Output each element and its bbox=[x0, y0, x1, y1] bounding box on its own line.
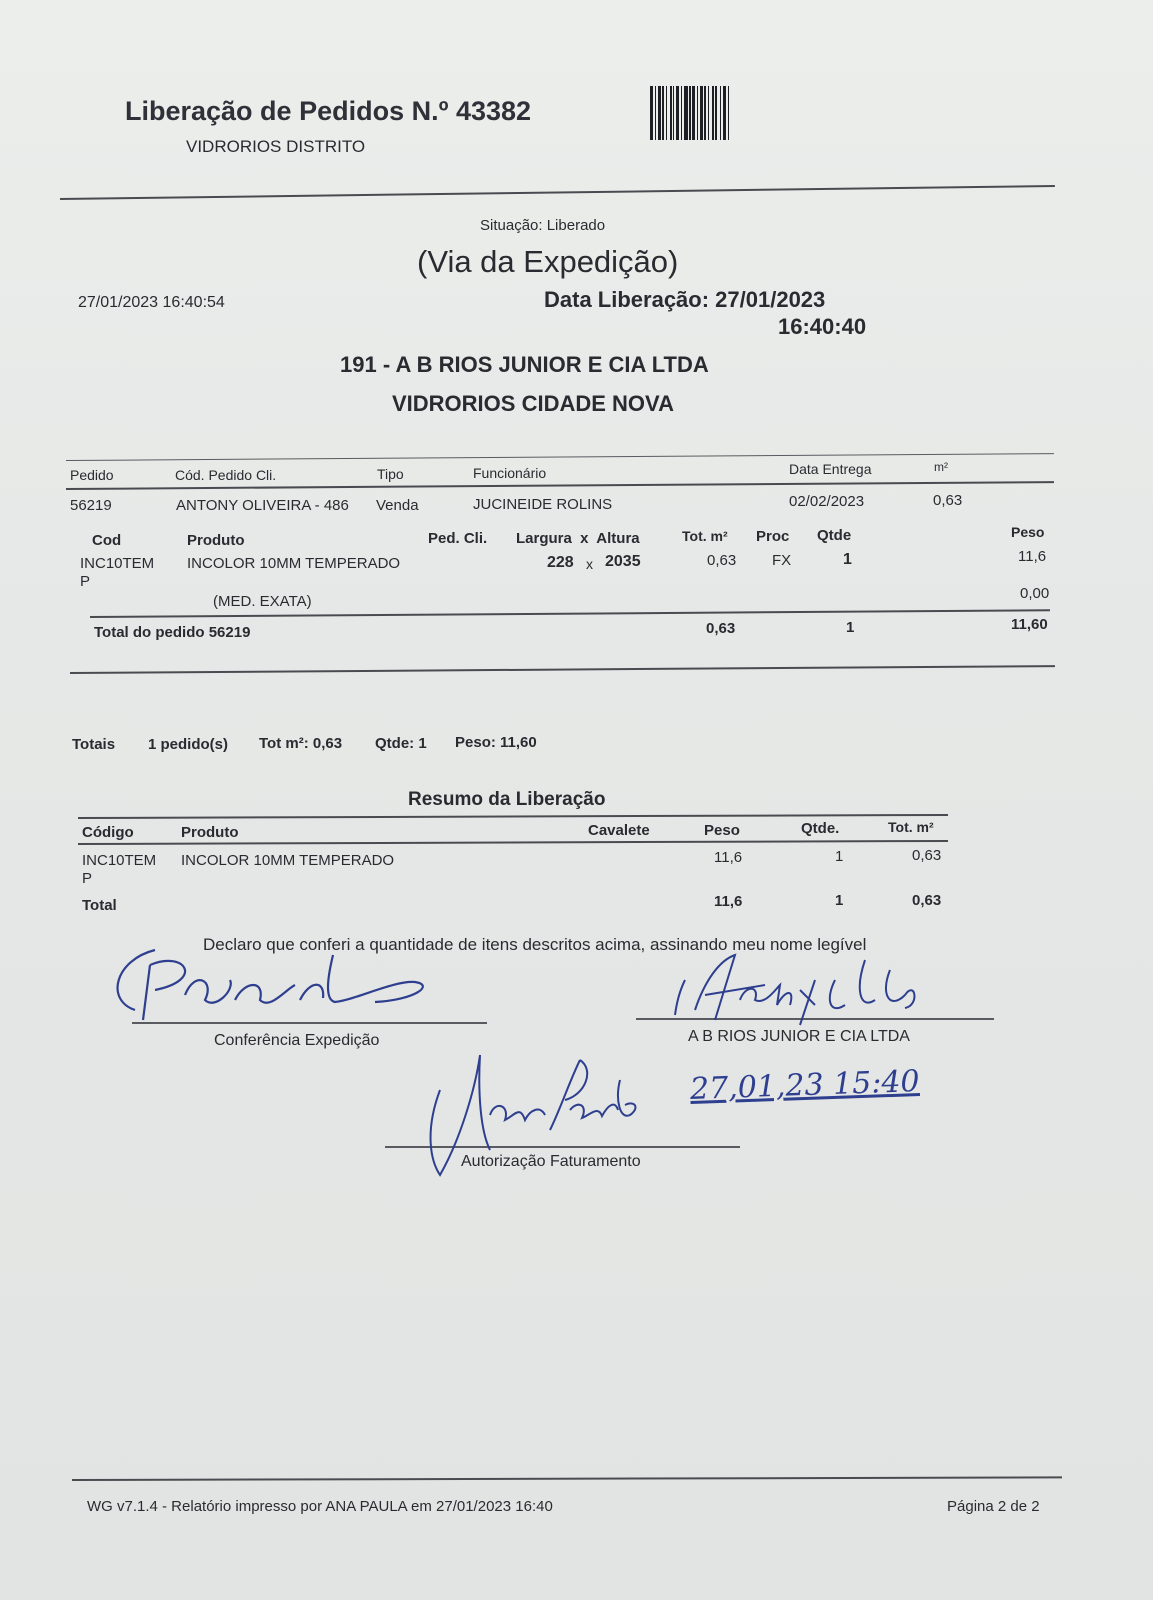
delivery-date: 02/02/2023 bbox=[789, 493, 865, 510]
summary-header-peso: Peso bbox=[704, 822, 740, 839]
totals-weight: Peso: 11,60 bbox=[455, 734, 537, 751]
declaration-text: Declaro que conferi a quantidade de itens descritos acima, assinando meu nome legível bbox=[203, 935, 867, 954]
barcode bbox=[650, 86, 825, 140]
release-date: Data Liberação: 27/01/2023 bbox=[544, 287, 826, 312]
totals-orders: 1 pedido(s) bbox=[148, 736, 229, 753]
summary-m2: 0,63 bbox=[912, 847, 942, 864]
totals-m2: Tot m²: 0,63 bbox=[259, 735, 343, 752]
branch-name: VIDRORIOS DISTRITO bbox=[186, 137, 366, 156]
client-store: VIDRORIOS CIDADE NOVA bbox=[392, 391, 674, 416]
summary-weight: 11,6 bbox=[714, 849, 743, 866]
signature-conferencia bbox=[95, 940, 455, 1035]
employee-name: JUCINEIDE ROLINS bbox=[473, 496, 613, 513]
conferencia-label: Conferência Expedição bbox=[214, 1032, 380, 1049]
document-title: Liberação de Pedidos N.º 43382 bbox=[125, 96, 532, 126]
item-header-cod: Cod bbox=[92, 532, 122, 549]
item-header-proc: Proc bbox=[756, 528, 790, 545]
item-width: 228 bbox=[547, 554, 574, 571]
item-header-dimensions: Largura x Altura bbox=[516, 530, 640, 547]
order-total-label: Total do pedido 56219 bbox=[94, 624, 251, 641]
order-total-line bbox=[90, 609, 1050, 618]
order-table-top-line bbox=[66, 453, 1054, 461]
item-code-cont: P bbox=[80, 573, 91, 590]
item-header-qtde: Qtde bbox=[817, 527, 852, 544]
summary-title: Resumo da Liberação bbox=[408, 789, 606, 810]
col-header-funcionario: Funcionário bbox=[473, 465, 547, 481]
summary-total-label: Total bbox=[82, 897, 117, 914]
item-code: INC10TEM bbox=[80, 555, 155, 572]
summary-header-qtde: Qtde. bbox=[801, 820, 840, 837]
item-product: INCOLOR 10MM TEMPERADO bbox=[187, 555, 401, 572]
summary-code: INC10TEM bbox=[82, 852, 157, 869]
item-proc: FX bbox=[772, 552, 792, 569]
order-number: 56219 bbox=[70, 497, 112, 514]
summary-top-line bbox=[78, 814, 948, 819]
item-weight: 11,6 bbox=[1018, 548, 1047, 565]
order-total-m2: 0,63 bbox=[706, 620, 736, 637]
barcode-gap bbox=[729, 86, 731, 140]
item-note-weight: 0,00 bbox=[1020, 585, 1050, 602]
summary-total-weight: 11,6 bbox=[714, 893, 743, 910]
summary-header-produto: Produto bbox=[181, 824, 239, 841]
col-header-data-entrega: Data Entrega bbox=[789, 461, 872, 477]
order-table-bottom-line bbox=[70, 665, 1055, 674]
client-name: 191 - A B RIOS JUNIOR E CIA LTDA bbox=[340, 352, 709, 377]
item-height: 2035 bbox=[605, 553, 641, 570]
copy-type: (Via da Expedição) bbox=[417, 244, 679, 279]
item-header-produto: Produto bbox=[187, 532, 245, 549]
col-header-cod-pedido-cli: Cód. Pedido Cli. bbox=[175, 467, 277, 483]
totals-qty: Qtde: 1 bbox=[375, 735, 427, 752]
order-total-qty: 1 bbox=[846, 619, 855, 636]
client-order-code: ANTONY OLIVEIRA - 486 bbox=[176, 497, 349, 514]
summary-total-m2: 0,63 bbox=[912, 892, 942, 909]
footer-line bbox=[72, 1476, 1062, 1481]
item-header-tot-m2: Tot. m² bbox=[682, 528, 728, 544]
item-tot-m2: 0,63 bbox=[707, 552, 737, 569]
footer-printed-by: WG v7.1.4 - Relatório impresso por ANA PAULA em 27/01/2023 16:40 bbox=[87, 1498, 553, 1515]
item-header-ped-cli: Ped. Cli. bbox=[428, 530, 488, 547]
company-label: A B RIOS JUNIOR E CIA LTDA bbox=[688, 1028, 910, 1045]
summary-qty: 1 bbox=[835, 848, 844, 865]
summary-product: INCOLOR 10MM TEMPERADO bbox=[181, 852, 395, 869]
item-header-peso: Peso bbox=[1011, 524, 1045, 540]
item-note: (MED. EXATA) bbox=[213, 593, 312, 610]
col-header-tipo: Tipo bbox=[377, 466, 404, 482]
summary-header-tot-m2: Tot. m² bbox=[888, 819, 934, 835]
item-times: x bbox=[586, 556, 593, 572]
order-m2: 0,63 bbox=[933, 492, 963, 509]
autorizacao-label: Autorização Faturamento bbox=[461, 1153, 641, 1170]
signature-autorizacao bbox=[420, 1050, 660, 1180]
release-time: 16:40:40 bbox=[778, 314, 867, 339]
col-header-m2: m² bbox=[934, 460, 948, 474]
order-type: Venda bbox=[376, 497, 419, 514]
order-total-weight: 11,60 bbox=[1011, 616, 1048, 633]
printed-at: 27/01/2023 16:40:54 bbox=[78, 294, 225, 311]
item-qty: 1 bbox=[843, 551, 852, 568]
summary-header-codigo: Código bbox=[82, 824, 134, 841]
summary-total-qty: 1 bbox=[835, 892, 844, 909]
col-header-pedido: Pedido bbox=[70, 467, 114, 483]
header-divider bbox=[60, 185, 1055, 200]
footer-page-number: Página 2 de 2 bbox=[947, 1498, 1040, 1515]
summary-code-cont: P bbox=[82, 870, 93, 887]
signature-company bbox=[665, 950, 955, 1030]
summary-header-cavalete: Cavalete bbox=[588, 822, 650, 839]
status-text: Situação: Liberado bbox=[480, 217, 606, 234]
totals-label: Totais bbox=[72, 736, 116, 753]
handwritten-date: 27,01,23 15:40 bbox=[689, 1064, 921, 1107]
